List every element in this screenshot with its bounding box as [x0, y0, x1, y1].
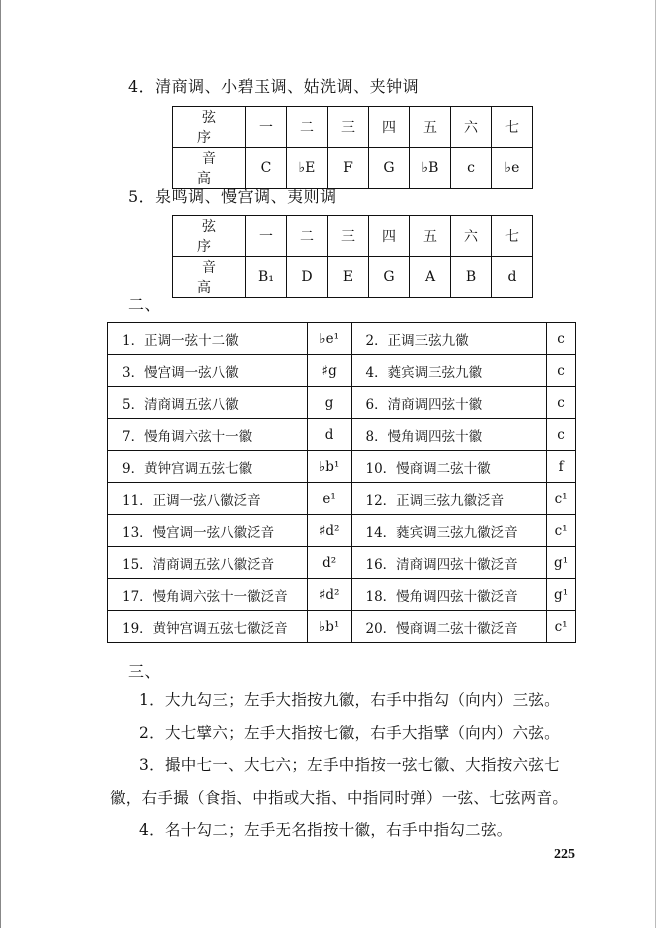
row-label: 弦 序 — [173, 107, 246, 148]
pitch-row — [173, 257, 533, 298]
string-number: 六 — [451, 107, 492, 148]
answer-pitch-right: c¹ — [547, 483, 576, 515]
answer-pitch-left: d² — [307, 547, 351, 579]
answer-pitch-right: c¹ — [547, 611, 576, 643]
answer-item-right: 2．正调三弦九徽 — [351, 323, 547, 355]
answer-pitch-right: f — [547, 451, 576, 483]
pitch-value: ♭B — [410, 148, 451, 189]
answer-pitch-left: ♭e¹ — [307, 323, 351, 355]
answer-item-left: 9．黄钟宫调五弦七徽 — [108, 451, 308, 483]
pitch-value: G — [369, 257, 410, 298]
answer-pitch-left: ♯d² — [307, 579, 351, 611]
pitch-value: F — [328, 148, 369, 189]
answer-pitch-left: ♭b¹ — [307, 451, 351, 483]
answer-pitch-left: ♯g — [307, 355, 351, 387]
answer-item-left: 3．慢宫调一弦八徽 — [108, 355, 308, 387]
answer-pitch-right: c¹ — [547, 515, 576, 547]
answer-pitch-right: g¹ — [547, 579, 576, 611]
table-row — [108, 323, 576, 355]
string-number: 五 — [410, 107, 451, 148]
pitch-value: E — [328, 257, 369, 298]
table-row — [108, 483, 576, 515]
answer-pitch-left: ♭b¹ — [307, 611, 351, 643]
string-number: 六 — [451, 216, 492, 257]
table-row — [108, 611, 576, 643]
answer-item-right: 12．正调三弦九徽泛音 — [351, 483, 547, 515]
answer-item-right: 8．慢角调四弦十徽 — [351, 419, 547, 451]
pitch-value: ♭e — [492, 148, 533, 189]
string-number: 七 — [492, 107, 533, 148]
string-number: 一 — [246, 216, 287, 257]
item5-pitch-table — [172, 215, 533, 298]
answer-paragraph-1: 1．大九勾三；左手大指按九徽，右手中指勾（向内）三弦。 — [139, 691, 560, 709]
answer-paragraph-4: 4．名十勾二；左手无名指按十徽，右手中指勾二弦。 — [139, 821, 513, 839]
pitch-value: C — [246, 148, 287, 189]
table-row — [108, 387, 576, 419]
answer-item-left: 7．慢角调六弦十一徽 — [108, 419, 308, 451]
answer-pitch-right: g¹ — [547, 547, 576, 579]
answer-paragraph-3-line1: 3．撮中七一、大七六；左手中指按一弦七徽、大指按六弦七 — [139, 756, 560, 774]
pitch-value: d — [492, 257, 533, 298]
string-number: 四 — [369, 107, 410, 148]
answer-item-right: 10．慢商调二弦十徽 — [351, 451, 547, 483]
row-label: 音 高 — [173, 257, 246, 298]
table-row — [108, 547, 576, 579]
pitch-value: B — [451, 257, 492, 298]
answer-pitch-right: c — [547, 419, 576, 451]
string-order-row — [173, 107, 533, 148]
table-row — [108, 451, 576, 483]
table-row — [108, 579, 576, 611]
answer-pitch-left: ♯d² — [307, 515, 351, 547]
string-order-row — [173, 216, 533, 257]
pitch-value: A — [410, 257, 451, 298]
answer-pitch-left: e¹ — [307, 483, 351, 515]
page-left-edge — [0, 0, 1, 928]
pitch-value: D — [287, 257, 328, 298]
answer-pitch-left: d — [307, 419, 351, 451]
item5-heading: 5．泉鸣调、慢宫调、夷则调 — [128, 187, 337, 206]
pitch-value: G — [369, 148, 410, 189]
answer-item-left: 1．正调一弦十二徽 — [108, 323, 308, 355]
item4-heading: 4．清商调、小碧玉调、姑洗调、夹钟调 — [128, 77, 420, 96]
pitch-value: B₁ — [246, 257, 287, 298]
answer-item-right: 16．清商调四弦十徽泛音 — [351, 547, 547, 579]
table-row — [108, 515, 576, 547]
table-row — [108, 419, 576, 451]
string-number: 三 — [328, 107, 369, 148]
section2-heading: 二、 — [128, 295, 162, 314]
string-number: 七 — [492, 216, 533, 257]
table-row — [108, 355, 576, 387]
string-number: 二 — [287, 216, 328, 257]
answer-item-left: 5．清商调五弦八徽 — [108, 387, 308, 419]
pitch-row — [173, 148, 533, 189]
item4-pitch-table — [172, 106, 533, 189]
string-number: 四 — [369, 216, 410, 257]
row-label: 弦 序 — [173, 216, 246, 257]
page-number: 225 — [554, 847, 575, 862]
string-number: 五 — [410, 216, 451, 257]
string-number: 二 — [287, 107, 328, 148]
answer-item-left: 15．清商调五弦八徽泛音 — [108, 547, 308, 579]
answer-item-right: 14．蕤宾调三弦九徽泛音 — [351, 515, 547, 547]
answer-item-left: 13．慢宫调一弦八徽泛音 — [108, 515, 308, 547]
string-number: 一 — [246, 107, 287, 148]
answer-pitch-right: c — [547, 355, 576, 387]
answer-item-right: 18．慢角调四弦十徽泛音 — [351, 579, 547, 611]
harmonic-answers-table — [107, 322, 576, 643]
answer-pitch-left: g — [307, 387, 351, 419]
answer-paragraph-3-line2: 徽，右手撮（食指、中指或大指、中指同时弹）一弦、七弦两音。 — [110, 789, 569, 807]
answer-item-left: 17．慢角调六弦十一徽泛音 — [108, 579, 308, 611]
answer-item-left: 19．黄钟宫调五弦七徽泛音 — [108, 611, 308, 643]
pitch-value: c — [451, 148, 492, 189]
row-label: 音 高 — [173, 148, 246, 189]
answer-pitch-right: c — [547, 387, 576, 419]
section3-heading: 三、 — [128, 662, 162, 681]
answer-pitch-right: c — [547, 323, 576, 355]
answer-item-left: 11．正调一弦八徽泛音 — [108, 483, 308, 515]
answer-item-right: 6．清商调四弦十徽 — [351, 387, 547, 419]
answer-item-right: 20．慢商调二弦十徽泛音 — [351, 611, 547, 643]
answer-item-right: 4．蕤宾调三弦九徽 — [351, 355, 547, 387]
answer-paragraph-2: 2．大七擘六；左手大指按七徽，右手大指擘（向内）六弦。 — [139, 724, 560, 742]
string-number: 三 — [328, 216, 369, 257]
pitch-value: ♭E — [287, 148, 328, 189]
